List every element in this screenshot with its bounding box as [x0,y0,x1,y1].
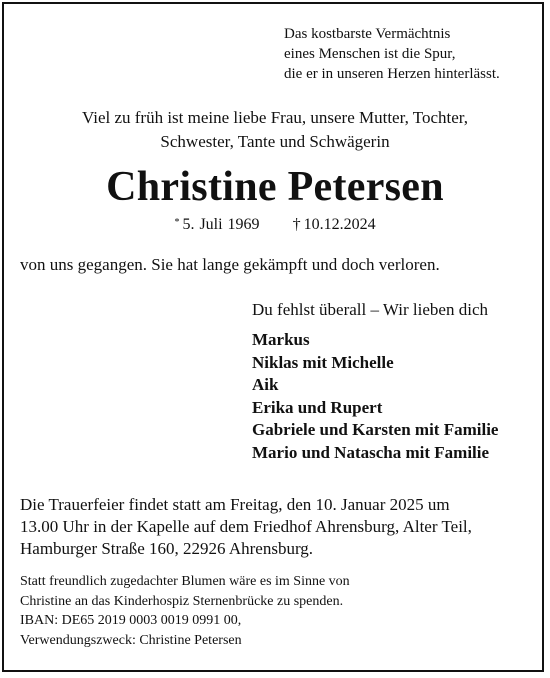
quote-line: eines Menschen ist die Spur, [284,46,456,62]
life-dates [0,214,550,236]
mourner-name: Aik [252,375,279,395]
note-line: Verwendungszweck: Christine Petersen [20,632,242,648]
deceased-name: Christine Petersen [106,164,444,210]
service-line: 13.00 Uhr in der Kapelle auf dem Friedhof Ahrensburg, Alter Teil, [20,517,472,536]
mourner-name: Gabriele und Karsten mit Familie [252,420,499,440]
mourner-name: Markus [252,330,310,349]
quote-line: Das kostbarste Vermächtnis [284,26,451,42]
death-info [293,216,376,233]
mourner-name: Mario und Natascha mit Familie [252,442,490,462]
death-date: 10.12.2024 [303,216,376,233]
mourners-list [252,329,498,465]
passing-text: von uns gegangen. Sie hat lange gekämpft und doch verloren. [20,255,440,274]
birth-info [174,216,259,233]
mourner-name: Niklas mit Michelle [252,352,394,372]
note-line: IBAN: DE65 2019 0003 0019 0991 00, [20,613,242,628]
note-line: Christine an das Kinderhospiz Sternenbrücke zu spenden. [20,593,344,609]
intro-line: Viel zu früh ist meine liebe Frau, unsere Mutter, Tochter, [81,108,469,127]
service-line: Die Trauerfeier findet statt am Freitag, den 10. Januar 2025 um [20,495,450,514]
note-line: Statt freundlich zugedachter Blumen wäre es im Sinne von [20,574,350,589]
donation-note [20,572,350,650]
memorial-quote [284,24,500,84]
death-cross-icon: † [292,216,301,233]
birth-star-icon: * [174,217,180,228]
intro-line: Schwester, Tante und Schwägerin [160,132,390,151]
service-line: Hamburger Straße 160, 22926 Ahrensburg. [20,539,314,558]
mourner-name: Erika und Rupert [252,397,383,417]
miss-text: Du fehlst überall – Wir lieben dich [252,300,488,319]
birth-date: 5. Juli 1969 [182,216,260,233]
intro-text [0,106,550,154]
funeral-service-info [20,494,472,560]
quote-line: die er in unseren Herzen hinterlässt. [284,66,500,82]
